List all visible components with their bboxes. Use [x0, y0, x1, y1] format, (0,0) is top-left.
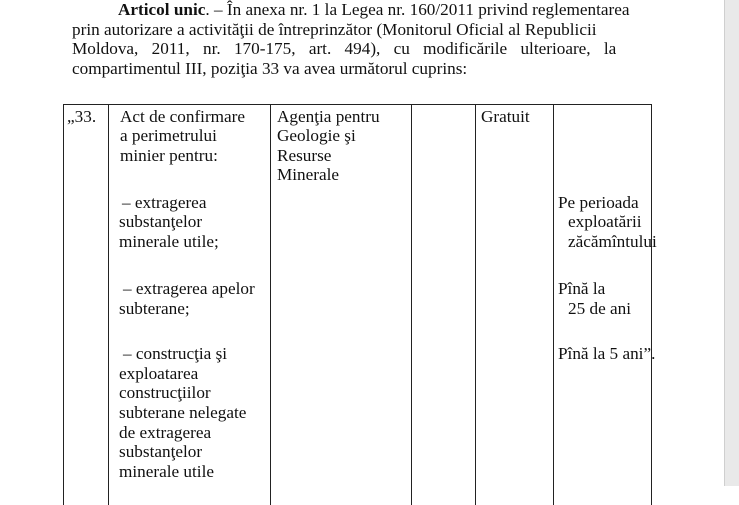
regulation-table: [63, 104, 652, 505]
article-paragraph: [72, 0, 710, 78]
activity-item1-line-3: minerale utile;: [119, 232, 219, 251]
authority-line-3: Resurse: [277, 146, 331, 165]
activity-title-line-3: minier pentru:: [120, 146, 218, 165]
activity-title-line-1: Act de confirmare: [120, 107, 245, 126]
validity-item3-line-1: Pînă la 5 ani”.: [558, 344, 655, 363]
activity-cell: [109, 105, 271, 505]
activity-item1-line-2: substanţelor: [119, 212, 202, 231]
activity-item1-line-1: – extragerea: [122, 193, 206, 212]
position-number-cell: [64, 105, 109, 505]
paragraph-line-1: [72, 0, 710, 20]
paragraph-line-3: Moldova, 2011, nr. 170-175, art. 494), cu modificările ulterioare, la: [72, 39, 710, 59]
activity-item3-line-1: – construcţia şi: [123, 344, 227, 363]
paragraph-line-1-text: . – În anexa nr. 1 la Legea nr. 160/2011 privind reglementarea: [205, 0, 629, 19]
activity-item2-line-2: subterane;: [119, 299, 190, 318]
empty-cell: [412, 105, 476, 505]
fee-value: Gratuit: [481, 107, 530, 126]
window-scrollbar[interactable]: [724, 0, 739, 486]
authority-line-1: Agenţia pentru: [277, 107, 380, 126]
activity-item3-line-3: construcţiilor: [119, 383, 211, 402]
validity-item1-line-2: exploatării: [568, 212, 642, 231]
paragraph-line-2: prin autorizare a activităţii de întreprinzător (Monitorul Oficial al Republicii: [72, 20, 710, 40]
authority-cell: [271, 105, 412, 505]
activity-item3-line-6: substanţelor: [119, 442, 202, 461]
paragraph-line-4: compartimentul III, poziţia 33 va avea următorul cuprins:: [72, 59, 710, 79]
validity-item1-line-1: Pe perioada: [558, 193, 639, 212]
activity-item3-line-2: exploatarea: [119, 364, 198, 383]
activity-item3-line-4: subterane nelegate: [119, 403, 246, 422]
authority-line-2: Geologie şi: [277, 126, 356, 145]
fee-cell: [476, 105, 554, 505]
activity-item3-line-5: de extragerea: [119, 423, 211, 442]
authority-line-4: Minerale: [277, 165, 339, 184]
activity-item2-line-1: – extragerea apelor: [123, 279, 255, 298]
activity-item3-line-7: minerale utile: [119, 462, 214, 481]
validity-item1-line-3: zăcămîntului: [568, 232, 657, 251]
validity-cell: [554, 105, 652, 505]
validity-item2-line-1: Pînă la: [558, 279, 605, 298]
table-row: [64, 105, 652, 505]
article-heading: Articol unic: [118, 0, 205, 19]
activity-title-line-2: a perimetrului: [120, 126, 217, 145]
position-number: „33.: [67, 107, 96, 126]
validity-item2-line-2: 25 de ani: [568, 299, 631, 318]
